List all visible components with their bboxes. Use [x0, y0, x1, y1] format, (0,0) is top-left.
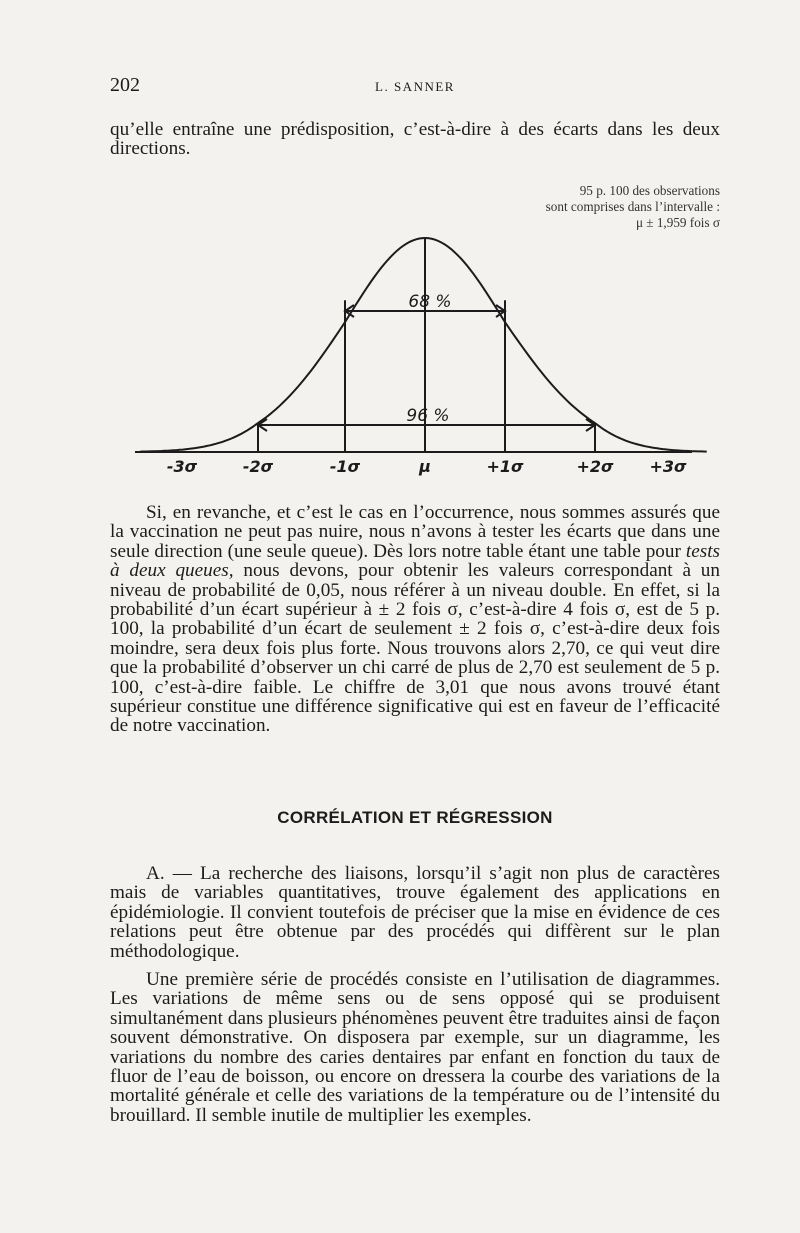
page-number: 202	[110, 74, 140, 96]
axis-label-plus1: +1σ	[486, 457, 524, 476]
axis-label-minus2: -2σ	[242, 457, 274, 476]
interval-68-label: 68 %	[408, 292, 452, 312]
running-head: L. SANNER	[375, 79, 455, 94]
main-paragraph-emphasis: tests à deux queues,	[110, 540, 720, 582]
interval-96-label: 96 %	[406, 406, 450, 426]
normal-distribution-figure	[0, 0, 800, 500]
axis-label-plus3: +3σ	[649, 457, 687, 476]
axis-label-minus1: -1σ	[329, 457, 361, 476]
figure-note-line-1: 95 p. 100 des observations	[579, 183, 720, 198]
main-paragraph-part-2: nous devons, pour obtenir les valeurs correspondant à un niveau de probabilité de 0,05, nous référer à un niveau double. En effet, si la probabilité d’un écart supérieur à ± 2 fois σ, c’est-à-dire 4 fois σ, est de 5 p. 100, la probabilité d’un écart de seulement ± 2 fois σ, c’est-à-dire deux fois moindre, sera deux fois plus forte. Nous trouvons alors 2,70, ce qui veut dire que la probabilité d’observer un chi carré de plus de 2,70 est seulement de 5 p. 100, c’est-à-dire faible. Le chiffre de 3,01 que nous avons trouvé étant supérieur constitue une différence significative qui est en faveur de l’efficacité de notre vaccination.	[110, 560, 720, 737]
figure-note-line-2: sont comprises dans l’intervalle :	[545, 198, 720, 214]
intro-paragraph: qu’elle entraîne une prédisposition, c’est-à-dire à des écarts dans les deux directions.	[110, 119, 720, 160]
section-heading: CORRÉLATION ET RÉGRESSION	[277, 808, 553, 827]
axis-label-plus2: +2σ	[576, 457, 614, 476]
main-paragraph	[110, 503, 720, 736]
axis-label-mu: μ	[419, 457, 431, 476]
section-b-paragraph: Une première série de procédés consiste en l’utilisation de diagrammes. Les variations de même sens ou de sens opposé qui se produisent simultanément dans plusieurs phénomènes peuvent être traduites ainsi de façon souvent démonstrative. On disposera par exemple, sur un diagramme, les variations du nombre des caries dentaires par enfant en fonction du taux de fluor de l’eau de boisson, ou encore on dressera la courbe des variations de la mortalité générale et celle des variations de la température ou de l’intensité du brouillard. Il semble inutile de multiplier les exemples.	[110, 969, 720, 1126]
main-paragraph-part-1: Si, en revanche, et c’est le cas en l’occurrence, nous sommes assurés que la vaccination ne peut pas nuire, nous n’avons à tester les écarts que dans une seule direction (une seule queue). Dès lors notre table étant une table pour	[110, 502, 720, 562]
axis-labels	[167, 457, 687, 476]
axis-label-minus3: -3σ	[166, 457, 198, 476]
figure-note-line-3: μ ± 1,959 fois σ	[635, 214, 720, 230]
section-a-paragraph: A. — La recherche des liaisons, lorsqu’il s’agit non plus de caractères mais de variables quantitatives, trouve également des applications en épidémiologie. Il convient toutefois de préciser que la mise en évidence de ces relations peut être obtenue par des procédés qui diffèrent sur le plan méthodologique.	[110, 863, 720, 962]
